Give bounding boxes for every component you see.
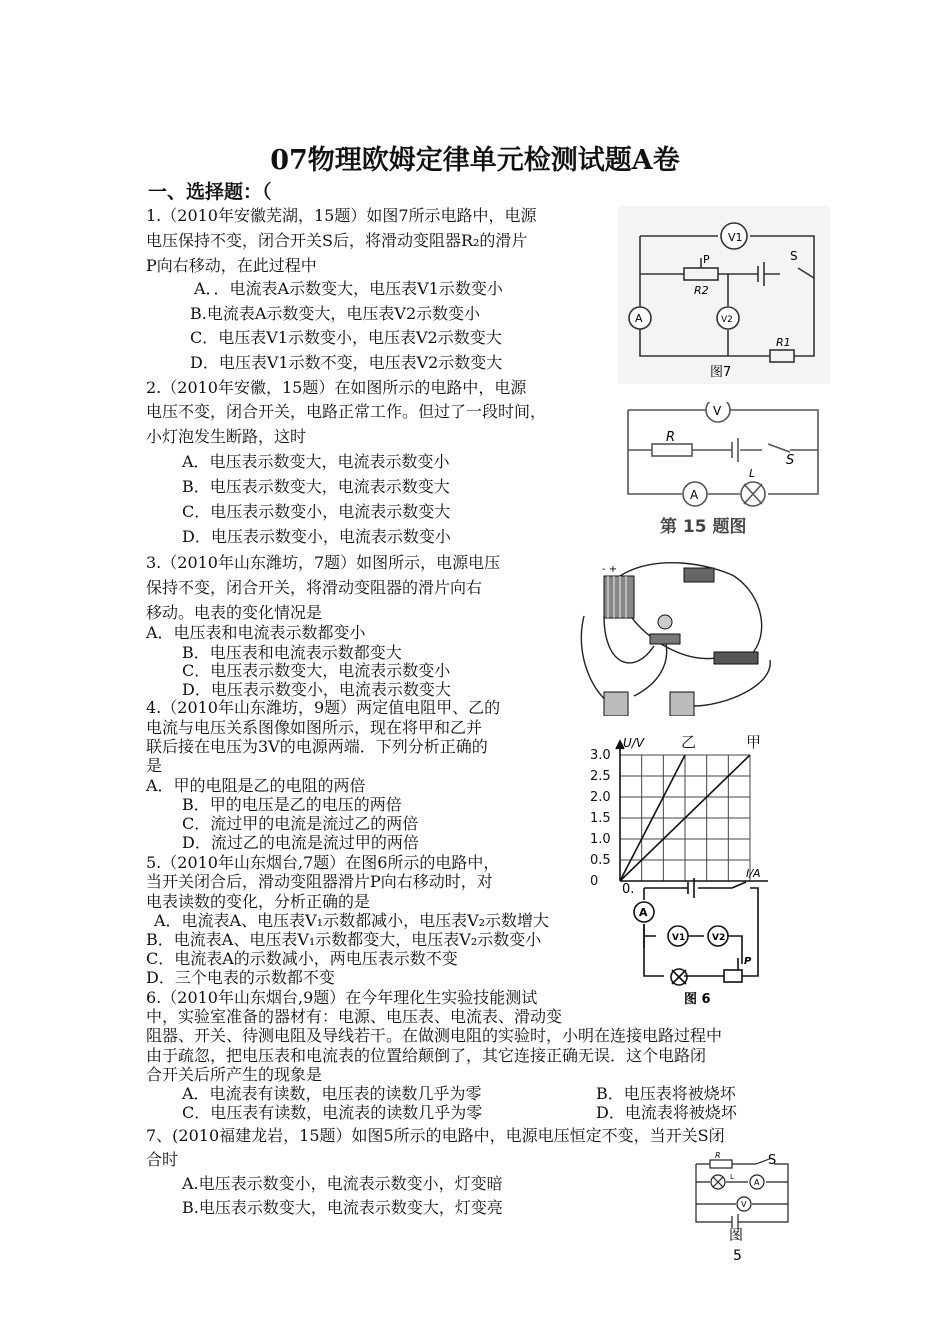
q6-option-c: C．电压表有读数，电流表的读数几乎为零	[182, 1103, 483, 1122]
ui-graph-ytick-label: 0	[590, 874, 599, 889]
fig15-caption: 第 15 题图	[660, 517, 747, 537]
ui-graph-origin-label: 0.	[622, 882, 635, 895]
svg-text:- +: - +	[602, 564, 618, 575]
fig15-s-label: S	[786, 453, 795, 468]
q3-option-a: A．电压表和电流表示数都变小	[146, 623, 366, 642]
q2-stem-3: 小灯泡发生断路，这时	[146, 427, 307, 446]
q2-stem-2: 电压不变，闭合开关，电路正常工作。但过了一段时间，	[146, 402, 547, 421]
q7-option-a: A.电压表示数变小，电流表示数变小，灯变暗	[182, 1174, 503, 1193]
ui-graph-series-name-1: 乙	[681, 733, 697, 751]
fig7-v2-label: V2	[721, 315, 733, 325]
fig15-a-label: A	[690, 488, 699, 502]
q4-stem-2: 电流与电压关系图像如图所示，现在将甲和乙并	[146, 718, 483, 737]
q6-option-b: B．电压表将被烧坏	[596, 1084, 736, 1103]
ui-graph-ytick-label: 1.5	[590, 811, 611, 826]
fig6-v1-label: V1	[672, 933, 686, 943]
q7-option-b: B.电压表示数变大，电流表示数变大，灯变亮	[182, 1198, 503, 1217]
q1-stem-1: 1.（2010年安徽芜湖，15题）如图7所示电路中，电源	[146, 206, 537, 225]
q6-stem-2: 中，实验室准备的器材有：电源、电压表、电流表、滑动变	[146, 1007, 563, 1026]
q6-option-d: D．电流表将被烧坏	[596, 1103, 737, 1122]
fig6-p-label: P	[744, 956, 752, 967]
ui-graph-ytick-label: 1.0	[590, 832, 611, 847]
figure-6-circuit	[628, 878, 768, 1008]
ui-graph-xlabel: I/A	[746, 867, 761, 880]
q6-stem-1: 6.（2010年山东烟台,9题）在今年理化生实验技能测试	[146, 988, 538, 1007]
fig15-r-label: R	[666, 430, 676, 445]
fig6-caption: 图 6	[684, 992, 711, 1007]
q4-stem-3: 联后接在电压为3V的电源两端．下列分析正确的	[146, 737, 488, 756]
ui-graph-ytick-label: 0.5	[590, 853, 611, 868]
fig7-r1-label: R1	[776, 336, 791, 349]
fig5-a-label: A	[754, 1178, 760, 1187]
fig5-r-label: R	[715, 1152, 721, 1160]
fig7-p-label: P	[703, 253, 710, 266]
q3-stem-3: 移动。电表的变化情况是	[146, 603, 323, 622]
ui-graph-series-name-2: 甲	[746, 733, 762, 751]
q6-option-a: A．电流表有读数，电压表的读数几乎为零	[182, 1084, 482, 1103]
q4-option-b: B．甲的电压是乙的电压的两倍	[182, 795, 402, 814]
fig7-caption: 图7	[710, 365, 732, 380]
fig5-v-label: V	[741, 1200, 747, 1209]
q5-stem-2: 当开关闭合后，滑动变阻器滑片P向右移动时，对	[146, 872, 493, 891]
ui-graph-ytick-label: 3.0	[590, 748, 611, 763]
q3-stem-2: 保持不变，闭合开关，将滑动变阻器的滑片向右	[146, 578, 483, 597]
fig6-a-label: A	[639, 906, 648, 919]
figure-5-circuit	[684, 1152, 796, 1264]
q6-stem-4: 由于疏忽，把电压表和电流表的位置给颠倒了，其它连接正确无误．这个电路闭	[146, 1046, 707, 1065]
q4-option-a: A．甲的电阻是乙的电阻的两倍	[146, 776, 366, 795]
q7-stem-1: 7、(2010福建龙岩，15题）如图5所示的电路中，电源电压恒定不变，当开关S闭	[146, 1126, 725, 1145]
fig5-caption-1: 图	[729, 1228, 743, 1244]
q5-option-d: D．三个电表的示数都不变	[146, 968, 335, 987]
q5-option-b: B．电流表A、电压表V₁示数都变大，电压表V₂示数变小	[146, 930, 542, 949]
section-heading: 一、选择题：（	[148, 181, 272, 203]
q4-stem-1: 4.（2010年山东潍坊，9题）两定值电阻甲、乙的	[146, 698, 501, 717]
q2-stem-1: 2.（2010年安徽，15题）在如图所示的电路中，电源	[146, 378, 527, 397]
fig7-r2-label: R2	[694, 284, 709, 297]
q1-option-d: D．电压表V1示数不变，电压表V2示数变大	[190, 353, 503, 372]
q4-option-d: D．流过乙的电流是流过甲的两倍	[182, 833, 419, 852]
q2-option-d: D．电压表示数变小，电流表示数变小	[182, 527, 451, 546]
q6-stem-3: 阻器、开关、待测电阻及导线若干。在做测电阻的实验时，小明在连接电路过程中	[146, 1026, 723, 1045]
fig5-caption-2: 5	[733, 1248, 742, 1264]
q1-option-b: B.电流表A示数变大，电压表V2示数变小	[190, 304, 481, 323]
fig7-s-label: S	[790, 249, 798, 263]
ui-graph-chart	[586, 733, 776, 895]
fig6-v2-label: V2	[712, 933, 726, 943]
ui-graph-ytick-label: 2.5	[590, 769, 611, 784]
ui-graph-ylabel: U/V	[623, 736, 645, 750]
fig15-v-label: V	[713, 404, 722, 418]
fig15-l-label: L	[749, 467, 756, 480]
q3-option-b: B．电压表和电流表示数都变大	[182, 643, 402, 662]
q1-option-a: A．．电流表A示数变大，电压表V1示数变小	[194, 279, 503, 298]
q4-option-c: C．流过甲的电流是流过乙的两倍	[182, 814, 419, 833]
q3-option-c: C．电压表示数变大，电流表示数变小	[182, 661, 451, 680]
q3-option-d: D．电压表示数变小，电流表示数变大	[182, 680, 451, 699]
figure-apparatus-picture	[574, 556, 774, 716]
q4-stem-4: 是	[146, 756, 163, 775]
q2-option-b: B．电压表示数变大，电流表示数变大	[182, 477, 450, 496]
q5-option-c: C．电流表A的示数减小，两电压表示数不变	[146, 949, 458, 968]
fig5-l-label: L	[730, 1173, 734, 1181]
q5-stem-1: 5.（2010年山东烟台,7题）在图6所示的电路中，	[146, 853, 500, 872]
q1-option-c: C．电压表V1示数变小，电压表V2示数变大	[190, 328, 502, 347]
q3-stem-1: 3.（2010年山东潍坊，7题）如图所示，电源电压	[146, 553, 501, 572]
document-title: 07物理欧姆定律单元检测试题A卷	[270, 145, 680, 176]
fig7-v1-label: V1	[728, 231, 743, 244]
figure-7-circuit	[618, 206, 830, 384]
q5-option-a: A．电流表A、电压表V₁示数都减小，电压表V₂示数增大	[154, 911, 550, 930]
q2-option-c: C．电压表示数变小，电流表示数变大	[182, 502, 451, 521]
q6-stem-5: 合开关后所产生的现象是	[146, 1065, 323, 1084]
fig7-a-label: A	[635, 312, 643, 325]
fig5-s-label: S	[768, 1153, 777, 1168]
q1-stem-2: 电压保持不变，闭合开关S后，将滑动变阻器R₂的滑片	[146, 231, 528, 250]
q1-stem-3: P向右移动，在此过程中	[146, 256, 317, 275]
q5-stem-3: 电表读数的变化，分析正确的是	[146, 892, 371, 911]
q7-stem-2: 合时	[146, 1150, 179, 1169]
q2-option-a: A．电压表示数变大，电流表示数变小	[182, 452, 450, 471]
ui-graph-ytick-label: 2.0	[590, 790, 611, 805]
figure-15-circuit	[622, 402, 827, 538]
